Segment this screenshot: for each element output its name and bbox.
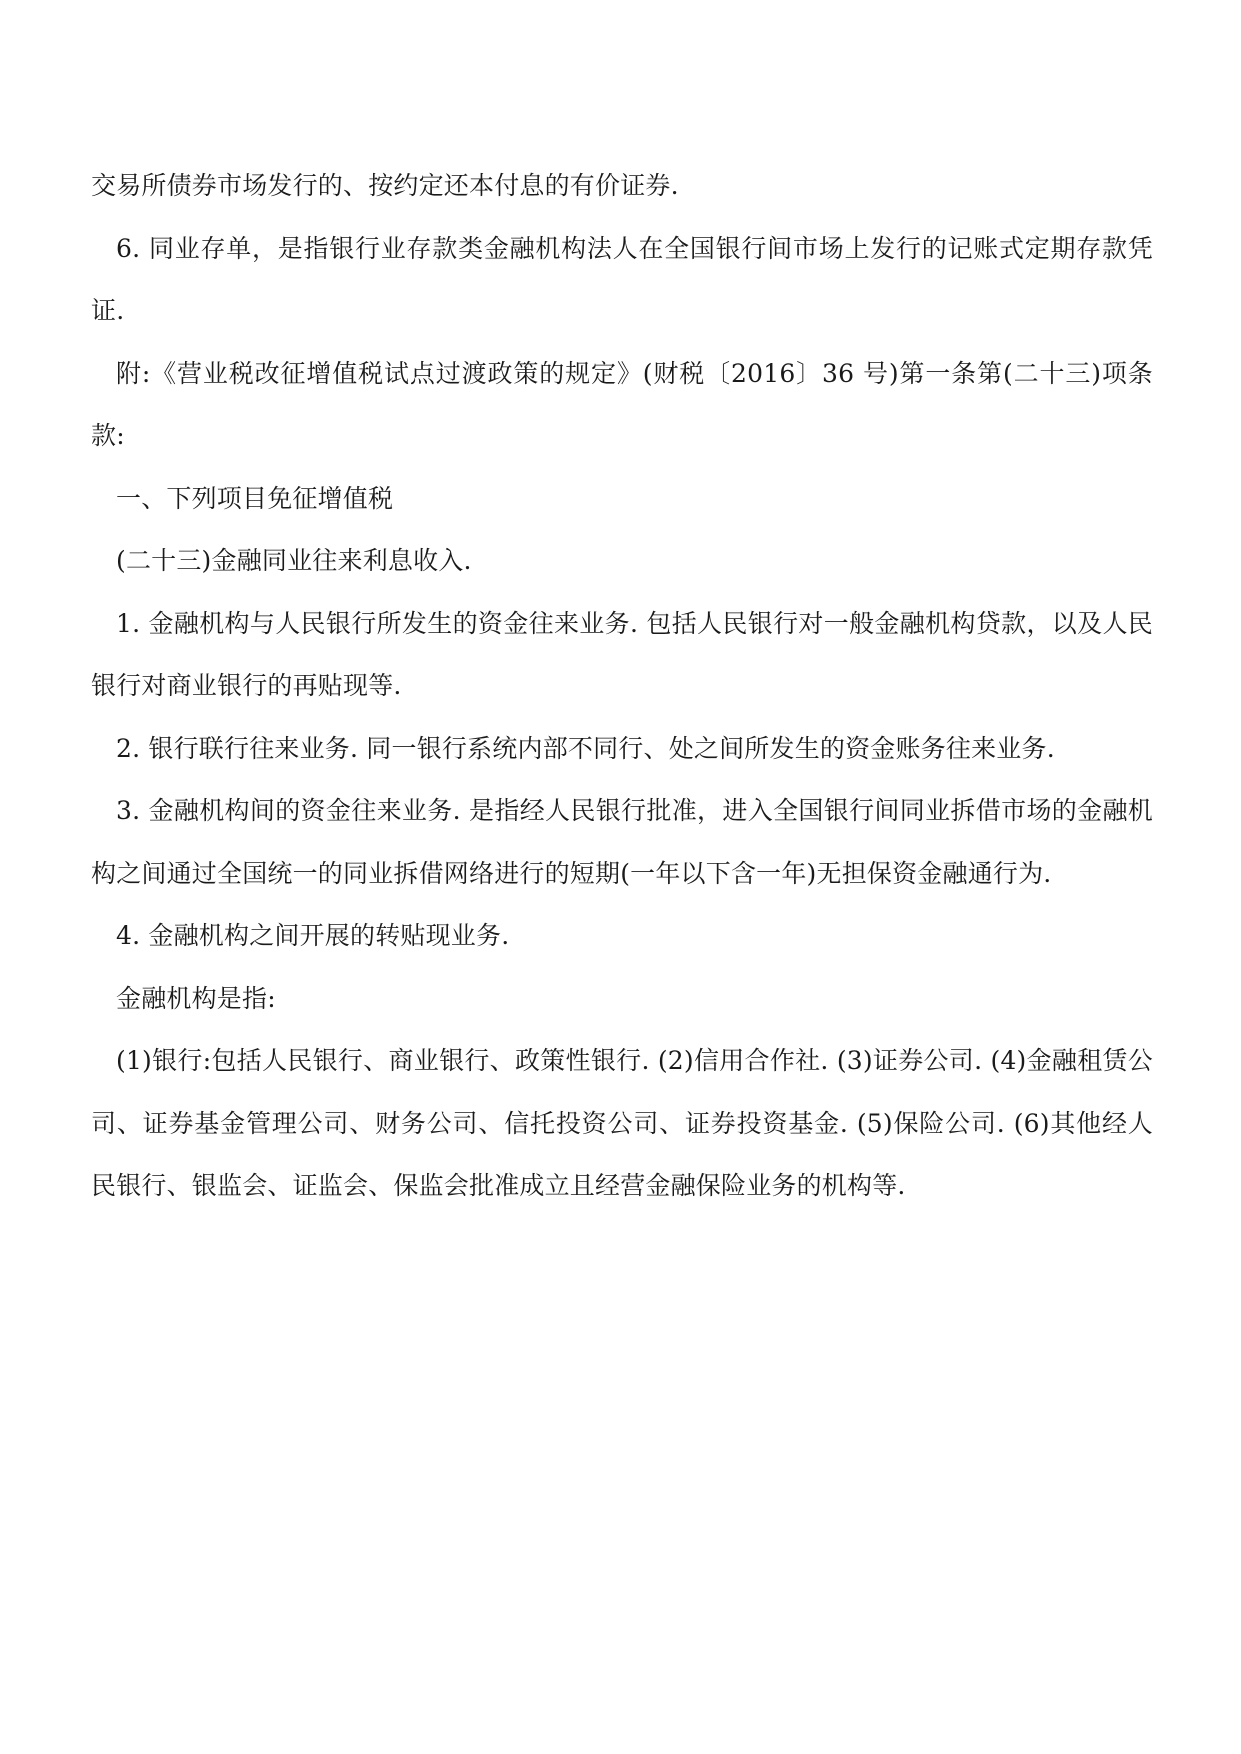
paragraph-4: 一、下列项目免征增值税 [116, 483, 394, 513]
paragraph-6: 1. 金融机构与人民银行所发生的资金往来业务. 包括人民银行对一般金融机构贷款，以及人民银行对商业银行的再贴现等. [91, 608, 1153, 700]
paragraph-7: 2. 银行联行往来业务. 同一银行系统内部不同行、处之间所发生的资金账务往来业务. [116, 733, 1055, 763]
document-body [91, 155, 1153, 1218]
paragraph-1: 交易所债券市场发行的、按约定还本付息的有价证券. [91, 171, 679, 200]
paragraph-5: (二十三)金融同业往来利息收入. [116, 546, 472, 575]
paragraph-9: 4. 金融机构之间开展的转贴现业务. [116, 921, 510, 950]
paragraph-11: (1)银行:包括人民银行、商业银行、政策性银行. (2)信用合作社. (3)证券公司. (4)金融租赁公司、证券基金管理公司、财务公司、信托投资公司、证券投资基金. (5)保险公司. (6)其他经人民银行、银监会、证监会、保监会批准成立且经营金融保险业务的机构等. [91, 1046, 1153, 1200]
paragraph-10: 金融机构是指: [116, 983, 276, 1013]
paragraph-2: 6. 同业存单，是指银行业存款类金融机构法人在全国银行间市场上发行的记账式定期存款凭证. [91, 233, 1153, 325]
paragraph-3: 附:《营业税改征增值税试点过渡政策的规定》(财税〔2016〕36 号)第一条第(二十三)项条款: [91, 358, 1153, 450]
paragraph-8: 3. 金融机构间的资金往来业务. 是指经人民银行批准，进入全国银行间同业拆借市场的金融机构之间通过全国统一的同业拆借网络进行的短期(一年以下含一年)无担保资金融通行为. [91, 796, 1153, 888]
